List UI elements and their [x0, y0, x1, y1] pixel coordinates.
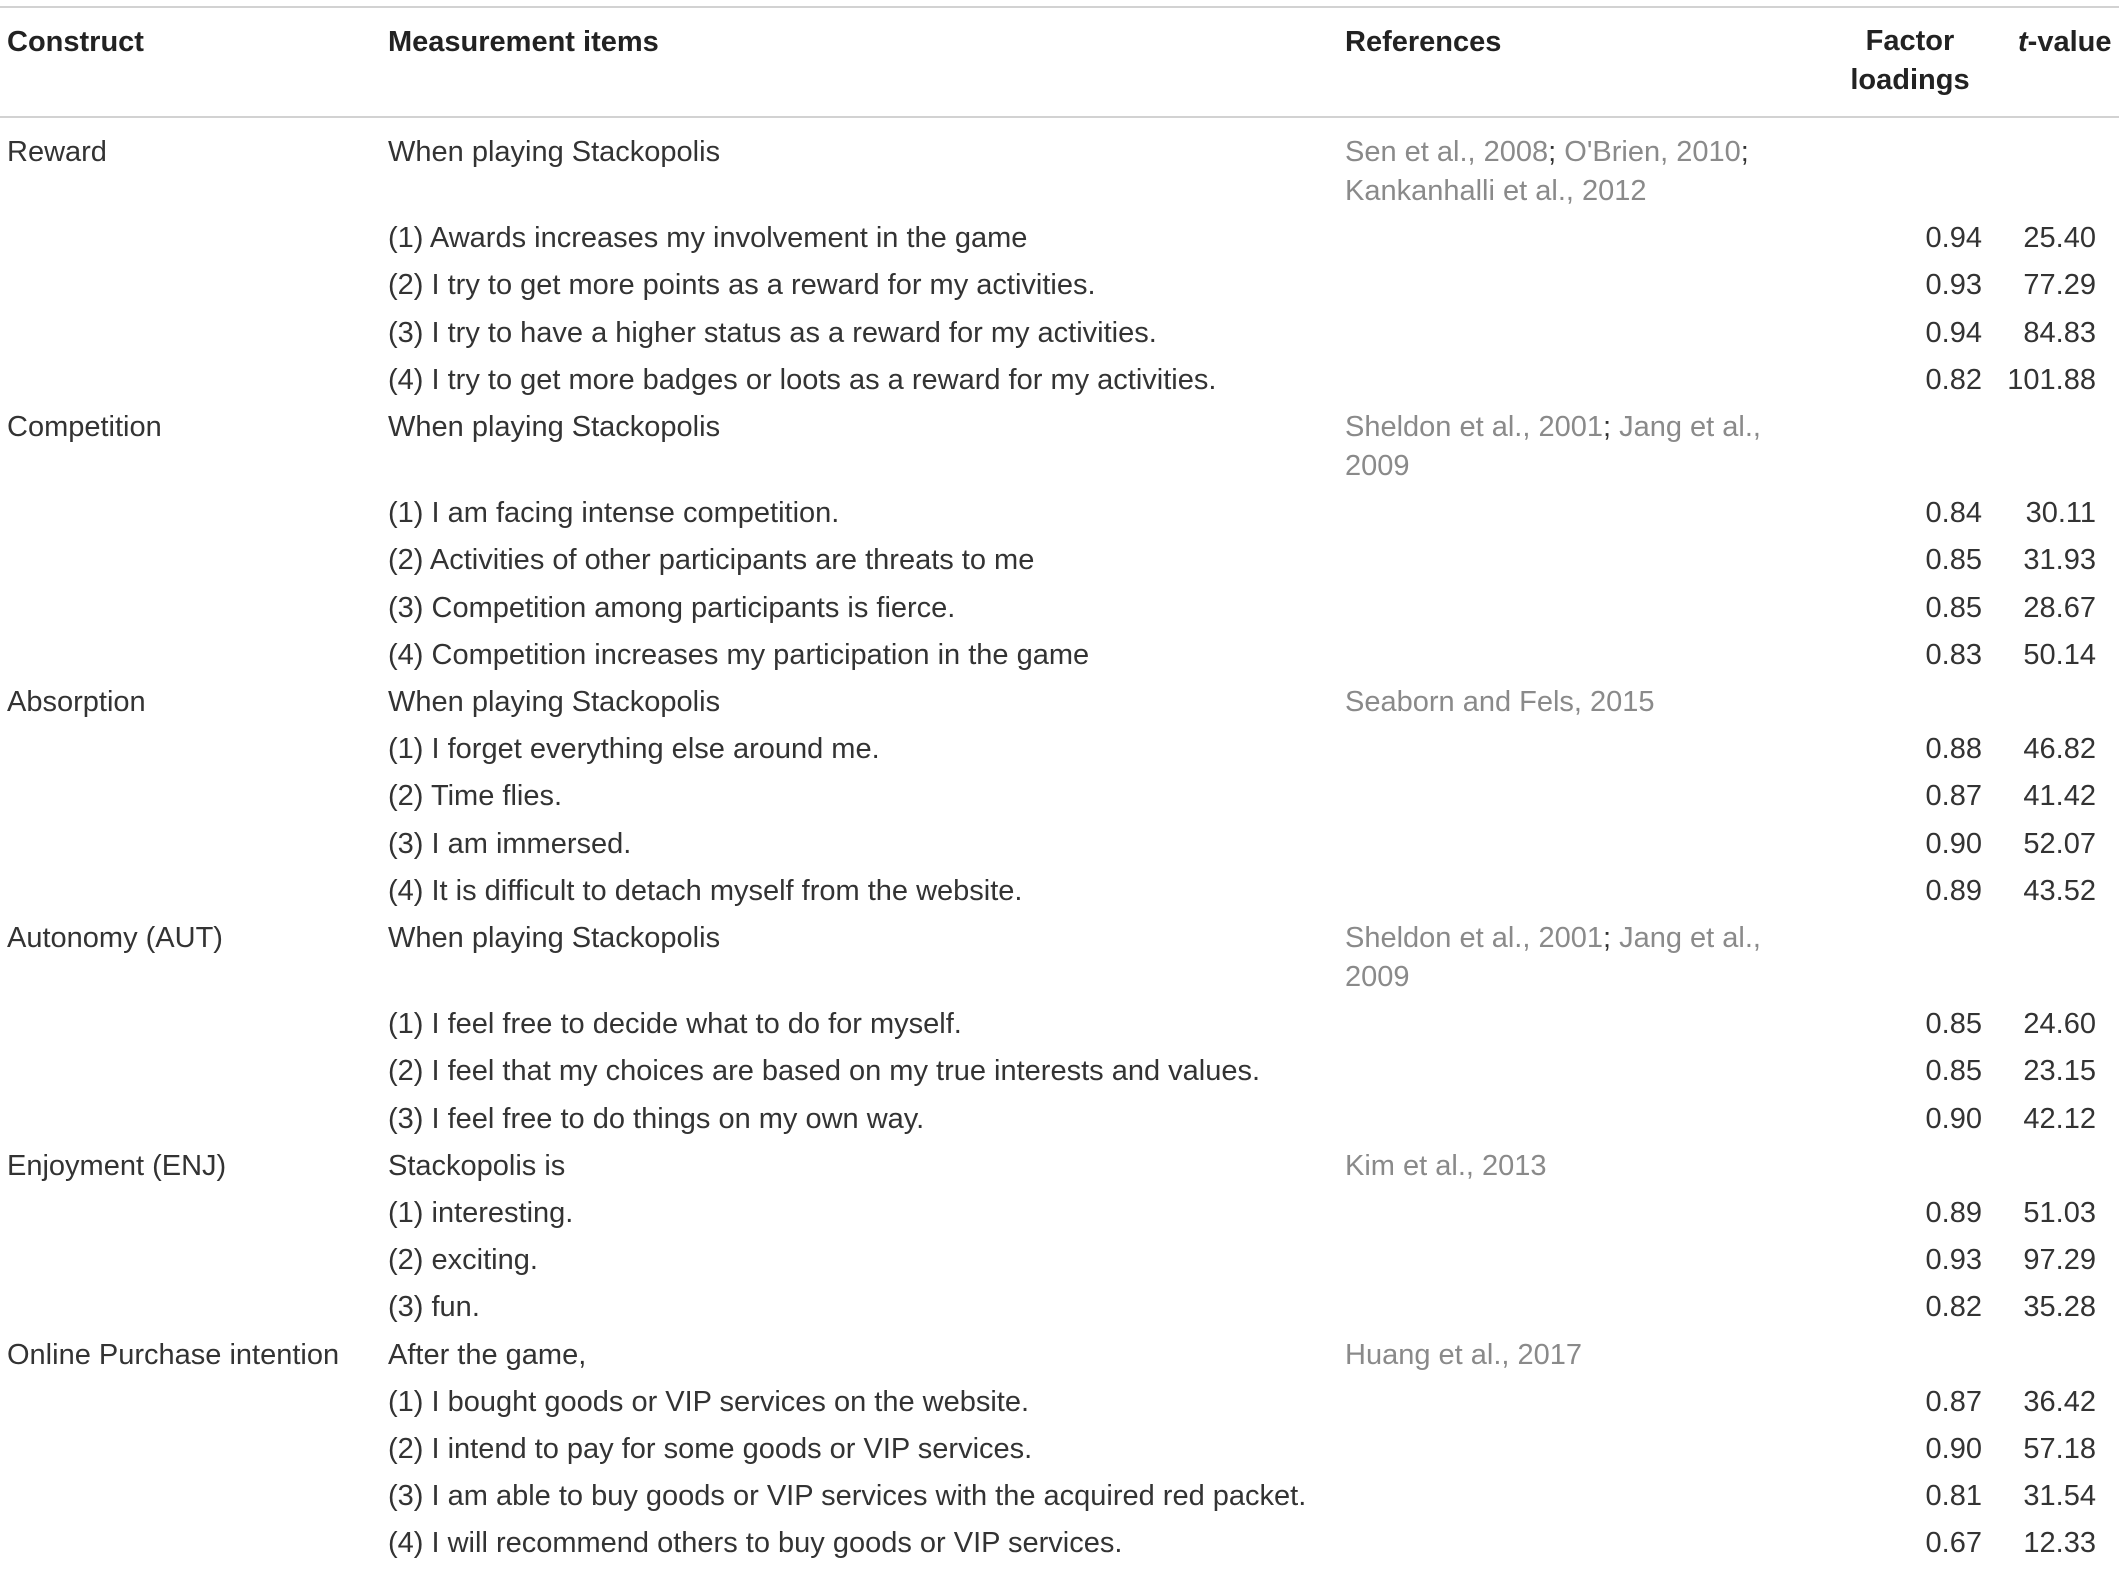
reference-cell	[1345, 408, 1761, 486]
measurement-item: (3) I am immersed.	[388, 827, 632, 860]
measurement-item: (1) I feel free to decide what to do for myself.	[388, 1008, 962, 1041]
measurement-item: (3) Competition among participants is fierce.	[388, 591, 956, 624]
factor-loading: 0.93	[1925, 269, 1982, 302]
construct-name: Competition	[7, 411, 162, 443]
header-t-value-rest: -value	[2027, 26, 2112, 58]
reference-citation[interactable]: Seaborn and Fels, 2015	[1345, 686, 1655, 718]
factor-loading: 0.90	[1925, 1433, 1982, 1465]
reference-separator: ;	[1602, 411, 1620, 443]
t-value: 36.42	[2023, 1385, 2096, 1418]
item-stem: Stackopolis is	[388, 1149, 566, 1182]
reference-citation[interactable]: Kim et al., 2013	[1345, 1149, 1547, 1182]
item-stem: When playing Stackopolis	[388, 411, 721, 443]
reference-line	[1345, 133, 1749, 172]
factor-loading: 0.82	[1925, 1291, 1982, 1324]
reference-line	[1345, 172, 1749, 211]
reference-citation[interactable]: 2009	[1345, 961, 1410, 993]
measurement-item: (2) Time flies.	[388, 780, 563, 813]
reference-line	[1345, 1336, 1582, 1375]
t-value: 41.42	[2023, 780, 2096, 813]
measurement-item: (2) I intend to pay for some goods or VIP services.	[388, 1433, 1033, 1465]
construct-name: Autonomy (AUT)	[7, 922, 223, 954]
factor-loading: 0.83	[1925, 638, 1982, 671]
measurement-item: (1) interesting.	[388, 1197, 574, 1229]
factor-loading: 0.85	[1925, 1055, 1982, 1088]
t-value: 52.07	[2023, 827, 2096, 860]
table-top-rule	[0, 6, 2119, 8]
factor-loading: 0.90	[1925, 827, 1982, 860]
reference-citation[interactable]: Kankanhalli et al., 2012	[1345, 175, 1647, 207]
factor-loading: 0.89	[1925, 874, 1982, 907]
t-value: 46.82	[2023, 733, 2096, 766]
factor-loading: 0.85	[1925, 591, 1982, 624]
reference-line	[1345, 919, 1761, 958]
measurement-item: (2) exciting.	[388, 1244, 538, 1277]
factor-loading: 0.93	[1925, 1244, 1982, 1277]
reference-cell	[1345, 683, 1655, 722]
reference-citation[interactable]: O'Brien, 2010	[1564, 136, 1741, 168]
factor-loading: 0.89	[1925, 1197, 1982, 1229]
reference-citation[interactable]: Jang et al.,	[1619, 922, 1761, 954]
reference-citation[interactable]: Sheldon et al., 2001	[1345, 411, 1603, 443]
construct-name: Reward	[7, 136, 107, 168]
reference-cell	[1345, 1147, 1547, 1186]
measurement-item: (4) I try to get more badges or loots as a reward for my activities.	[388, 363, 1217, 396]
t-value: 12.33	[2023, 1527, 2096, 1560]
measurement-item: (2) I try to get more points as a reward for my activities.	[388, 269, 1096, 302]
factor-loading: 0.67	[1925, 1527, 1982, 1560]
measurement-item: (4) It is difficult to detach myself from the website.	[388, 874, 1023, 907]
header-measurement-items: Measurement items	[388, 26, 659, 58]
t-value: 23.15	[2023, 1055, 2096, 1088]
reference-line	[1345, 1147, 1547, 1186]
t-value: 28.67	[2023, 591, 2096, 624]
factor-loading: 0.90	[1925, 1102, 1982, 1135]
measurement-item: (4) I will recommend others to buy goods or VIP services.	[388, 1527, 1123, 1560]
item-stem: When playing Stackopolis	[388, 922, 721, 954]
reference-separator: ;	[1602, 922, 1620, 954]
item-stem: When playing Stackopolis	[388, 686, 721, 718]
factor-loading: 0.85	[1925, 1008, 1982, 1041]
reference-line	[1345, 408, 1761, 447]
t-value: 31.93	[2023, 544, 2096, 577]
measurement-item: (1) I am facing intense competition.	[388, 497, 840, 530]
t-value: 51.03	[2023, 1197, 2096, 1229]
factor-loading: 0.87	[1925, 780, 1982, 813]
construct-name: Online Purchase intention	[7, 1338, 340, 1371]
t-value: 97.29	[2023, 1244, 2096, 1277]
factor-loading: 0.88	[1925, 733, 1982, 766]
factor-loading: 0.82	[1925, 363, 1982, 396]
construct-name: Enjoyment (ENJ)	[7, 1149, 227, 1182]
t-value: 31.54	[2023, 1480, 2096, 1513]
header-factor-loadings-line1: Factor	[1865, 25, 1955, 57]
reference-cell	[1345, 919, 1761, 997]
measurement-item: (3) I am able to buy goods or VIP services with the acquired red packet.	[388, 1480, 1307, 1513]
reference-cell	[1345, 1336, 1582, 1375]
reference-citation[interactable]: Jang et al.,	[1619, 411, 1761, 443]
reference-citation[interactable]: 2009	[1345, 450, 1410, 482]
factor-loading: 0.94	[1925, 316, 1982, 349]
reference-separator: ;	[1740, 136, 1749, 168]
reference-line	[1345, 958, 1761, 997]
construct-name: Absorption	[7, 686, 146, 718]
measurement-item: (1) Awards increases my involvement in the game	[388, 222, 1028, 255]
t-value: 25.40	[2023, 222, 2096, 255]
reference-line	[1345, 447, 1761, 486]
t-value: 35.28	[2023, 1291, 2096, 1324]
t-value: 84.83	[2023, 316, 2096, 349]
header-t-value-italic: t	[2018, 26, 2028, 58]
measurement-item: (1) I forget everything else around me.	[388, 733, 880, 766]
t-value: 30.11	[2025, 497, 2096, 530]
factor-loading: 0.85	[1925, 544, 1982, 577]
item-stem: After the game,	[388, 1338, 587, 1371]
item-stem: When playing Stackopolis	[388, 136, 721, 168]
factor-loading: 0.81	[1925, 1480, 1982, 1513]
measurement-item: (3) fun.	[388, 1291, 480, 1324]
reference-separator: ;	[1548, 136, 1565, 168]
measurement-item: (4) Competition increases my participation in the game	[388, 638, 1090, 671]
factor-loading: 0.87	[1925, 1385, 1982, 1418]
t-value: 77.29	[2023, 269, 2096, 302]
factor-loading: 0.94	[1925, 222, 1982, 255]
header-factor-loadings	[1840, 22, 1980, 100]
header-construct: Construct	[7, 26, 144, 58]
measurement-item: (2) Activities of other participants are threats to me	[388, 544, 1035, 577]
header-factor-loadings-line2: loadings	[1850, 64, 1970, 96]
header-references: References	[1345, 26, 1502, 58]
header-bottom-rule	[0, 116, 2119, 118]
measurement-item: (2) I feel that my choices are based on my true interests and values.	[388, 1055, 1261, 1088]
t-value: 42.12	[2023, 1102, 2096, 1135]
reference-line	[1345, 683, 1655, 722]
measurement-item: (3) I feel free to do things on my own way.	[388, 1102, 925, 1135]
reference-citation[interactable]: Sheldon et al., 2001	[1345, 922, 1603, 954]
t-value: 43.52	[2023, 874, 2096, 907]
measurement-item: (1) I bought goods or VIP services on the website.	[388, 1385, 1030, 1418]
factor-loading: 0.84	[1925, 497, 1982, 530]
t-value: 57.18	[2023, 1433, 2096, 1465]
t-value: 50.14	[2023, 638, 2096, 671]
t-value: 24.60	[2023, 1008, 2096, 1041]
reference-cell	[1345, 133, 1749, 211]
measurement-item: (3) I try to have a higher status as a reward for my activities.	[388, 316, 1157, 349]
reference-citation[interactable]: Huang et al., 2017	[1345, 1338, 1583, 1371]
reference-citation[interactable]: Sen et al., 2008	[1345, 136, 1549, 168]
t-value: 101.88	[2007, 363, 2096, 396]
header-t-value	[2018, 22, 2112, 62]
